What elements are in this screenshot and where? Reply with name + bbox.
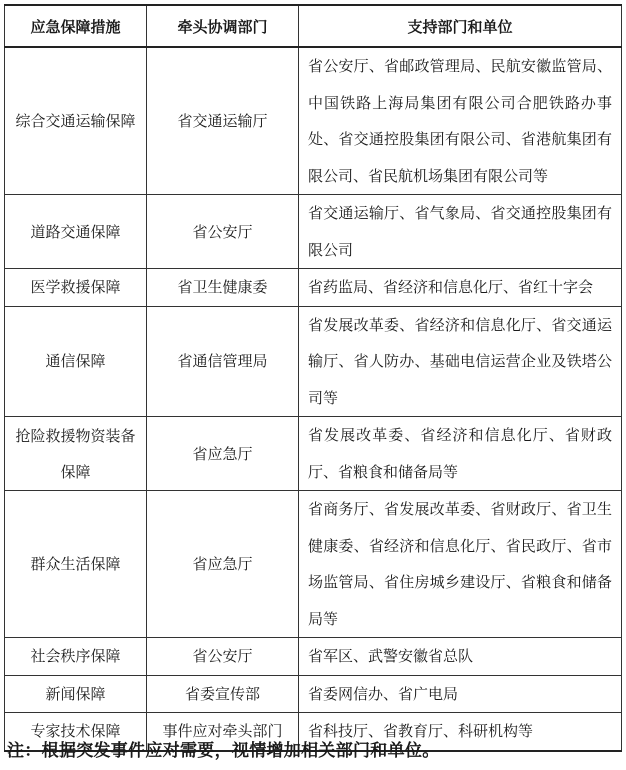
support-cell: 省商务厅、省发展改革委、省财政厅、省卫生健康委、省经济和信息化厅、省民政厅、省市场监管局、省住房城乡建设厅、省粮食和储备局等	[299, 491, 622, 638]
header-lead-department: 牵头协调部门	[147, 5, 299, 47]
support-cell: 省药监局、省经济和信息化厅、省红十字会	[299, 269, 622, 307]
table-row	[5, 417, 622, 491]
measure-cell: 专家技术保障	[5, 713, 147, 751]
lead-cell: 省交通运输厅	[147, 47, 299, 195]
measure-cell: 抢险救援物资装备保障	[5, 417, 147, 491]
lead-cell: 事件应对牵头部门	[147, 713, 299, 751]
support-cell: 省交通运输厅、省气象局、省交通控股集团有限公司	[299, 195, 622, 269]
measure-cell: 新闻保障	[5, 675, 147, 713]
support-cell: 省发展改革委、省经济和信息化厅、省财政厅、省粮食和储备局等	[299, 417, 622, 491]
lead-cell: 省委宣传部	[147, 675, 299, 713]
support-cell: 省发展改革委、省经济和信息化厅、省交通运输厅、省人防办、基础电信运营企业及铁塔公司等	[299, 306, 622, 417]
lead-cell: 省公安厅	[147, 638, 299, 676]
lead-cell: 省应急厅	[147, 491, 299, 638]
footnote: 注：根据突发事件应对需要，视情增加相关部门和单位。	[7, 741, 440, 761]
lead-cell: 省通信管理局	[147, 306, 299, 417]
measure-cell: 道路交通保障	[5, 195, 147, 269]
measure-cell: 群众生活保障	[5, 491, 147, 638]
emergency-measures-table	[4, 4, 622, 752]
table-row	[5, 675, 622, 713]
table-row	[5, 269, 622, 307]
table-row	[5, 491, 622, 638]
support-cell: 省科技厅、省教育厅、科研机构等	[299, 713, 622, 751]
lead-cell: 省公安厅	[147, 195, 299, 269]
support-cell: 省委网信办、省广电局	[299, 675, 622, 713]
measure-cell: 通信保障	[5, 306, 147, 417]
table-row	[5, 306, 622, 417]
support-cell: 省公安厅、省邮政管理局、民航安徽监管局、中国铁路上海局集团有限公司合肥铁路办事处、省交通控股集团有限公司、省港航集团有限公司、省民航机场集团有限公司等	[299, 47, 622, 195]
measure-cell: 综合交通运输保障	[5, 47, 147, 195]
table-header-row	[5, 5, 622, 47]
lead-cell: 省卫生健康委	[147, 269, 299, 307]
measure-cell: 医学救援保障	[5, 269, 147, 307]
lead-cell: 省应急厅	[147, 417, 299, 491]
table-row	[5, 638, 622, 676]
table-row	[5, 195, 622, 269]
header-measure: 应急保障措施	[5, 5, 147, 47]
table-row	[5, 47, 622, 195]
header-support-units: 支持部门和单位	[299, 5, 622, 47]
measure-cell: 社会秩序保障	[5, 638, 147, 676]
support-cell: 省军区、武警安徽省总队	[299, 638, 622, 676]
